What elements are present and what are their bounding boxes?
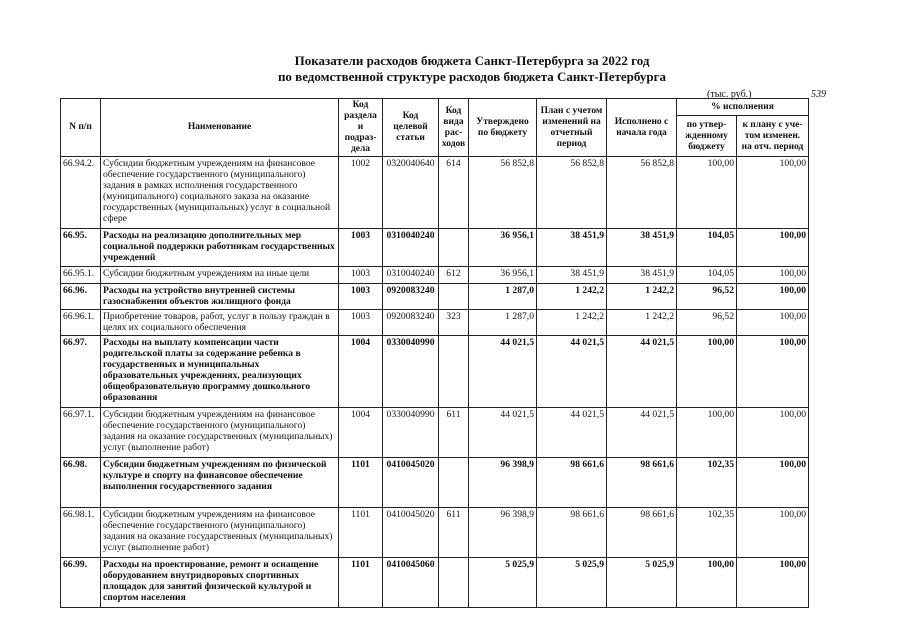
row-pct-budget: 104,05 <box>677 267 737 284</box>
row-section-code: 1101 <box>339 458 383 508</box>
row-executed: 1 242,2 <box>607 310 677 336</box>
row-approved: 1 287,0 <box>469 310 537 336</box>
row-name: Расходы на выплату компенсации части родительской платы за содержание ребенка в государственных и муниципальных образовательных учреждениях, реализующих общеобразовательную программу дошкольного образования <box>101 336 339 408</box>
row-pct-plan: 100,00 <box>737 229 809 267</box>
row-approved: 56 852,8 <box>469 157 537 229</box>
row-name: Расходы на устройство внутренней системы газоснабжения объектов жилищного фонда <box>101 284 339 310</box>
row-approved: 36 956,1 <box>469 267 537 284</box>
row-number: 66.95.1. <box>61 267 101 284</box>
header-plan: План с учетом изменений на отчетный период <box>537 99 607 157</box>
row-approved: 5 025,9 <box>469 558 537 608</box>
row-approved: 44 021,5 <box>469 408 537 458</box>
header-kind-code: Код вида рас-ходов <box>439 99 469 157</box>
table-row <box>61 508 809 558</box>
row-kind-code <box>439 336 469 408</box>
page-number: 539 <box>811 89 826 100</box>
row-pct-plan: 100,00 <box>737 458 809 508</box>
row-kind-code <box>439 458 469 508</box>
table-row <box>61 336 809 408</box>
table-row <box>61 229 809 267</box>
table-row <box>61 458 809 508</box>
row-target-code: 0310040240 <box>383 229 439 267</box>
row-target-code: 0410045020 <box>383 508 439 558</box>
row-target-code: 0920083240 <box>383 284 439 310</box>
row-section-code: 1004 <box>339 336 383 408</box>
row-pct-plan: 100,00 <box>737 558 809 608</box>
row-pct-budget: 100,00 <box>677 336 737 408</box>
row-number: 66.95. <box>61 229 101 267</box>
row-target-code: 0920083240 <box>383 310 439 336</box>
row-target-code: 0410045060 <box>383 558 439 608</box>
row-kind-code <box>439 558 469 608</box>
row-plan: 5 025,9 <box>537 558 607 608</box>
row-target-code: 0330040990 <box>383 336 439 408</box>
row-name: Расходы на проектирование, ремонт и оснащение оборудованием внутридворовых спортивных площадок для занятий физической культурой и спортом населения <box>101 558 339 608</box>
row-executed: 98 661,6 <box>607 458 677 508</box>
report-title-line1: Показатели расходов бюджета Санкт-Петербурга за 2022 год <box>294 53 650 68</box>
row-executed: 38 451,9 <box>607 229 677 267</box>
row-executed: 98 661,6 <box>607 508 677 558</box>
row-number: 66.97.1. <box>61 408 101 458</box>
table-row <box>61 310 809 336</box>
row-number: 66.96. <box>61 284 101 310</box>
row-section-code: 1003 <box>339 267 383 284</box>
table-body <box>61 157 809 608</box>
row-plan: 1 242,2 <box>537 284 607 310</box>
header-percent: % исполнения <box>677 99 809 116</box>
row-target-code: 0320040640 <box>383 157 439 229</box>
row-kind-code: 323 <box>439 310 469 336</box>
header-section-code: Код раздела и подраз-дела <box>339 99 383 157</box>
table-row <box>61 408 809 458</box>
row-pct-budget: 100,00 <box>677 157 737 229</box>
table-row <box>61 558 809 608</box>
expenses-table <box>60 98 809 608</box>
row-pct-plan: 100,00 <box>737 336 809 408</box>
row-name: Субсидии бюджетным учреждениям по физической культуре и спорту на финансовое обеспечение выполнения государственного задания <box>101 458 339 508</box>
row-number: 66.94.2. <box>61 157 101 229</box>
row-plan: 44 021,5 <box>537 408 607 458</box>
row-section-code: 1004 <box>339 408 383 458</box>
row-target-code: 0330040990 <box>383 408 439 458</box>
row-pct-plan: 100,00 <box>737 310 809 336</box>
row-pct-budget: 100,00 <box>677 408 737 458</box>
row-section-code: 1003 <box>339 229 383 267</box>
row-approved: 96 398,9 <box>469 508 537 558</box>
header-approved: Утверждено по бюджету <box>469 99 537 157</box>
row-target-code: 0410045020 <box>383 458 439 508</box>
row-executed: 38 451,9 <box>607 267 677 284</box>
row-kind-code <box>439 229 469 267</box>
row-number: 66.99. <box>61 558 101 608</box>
row-pct-plan: 100,00 <box>737 157 809 229</box>
header-executed: Исполнено с начала года <box>607 99 677 157</box>
row-approved: 1 287,0 <box>469 284 537 310</box>
row-pct-plan: 100,00 <box>737 284 809 310</box>
row-approved: 36 956,1 <box>469 229 537 267</box>
row-pct-budget: 104,05 <box>677 229 737 267</box>
row-number: 66.98. <box>61 458 101 508</box>
row-name: Приобретение товаров, работ, услуг в пользу граждан в целях их социального обеспечения <box>101 310 339 336</box>
row-number: 66.98.1. <box>61 508 101 558</box>
row-plan: 56 852,8 <box>537 157 607 229</box>
row-approved: 96 398,9 <box>469 458 537 508</box>
row-name: Субсидии бюджетным учреждениям на финансовое обеспечение государственного (муниципального) задания на оказание государственных (муниципальных) услуг (выполнение работ) <box>101 408 339 458</box>
report-title-line2: по ведомственной структуре расходов бюджета Санкт-Петербурга <box>277 69 667 84</box>
table-row <box>61 157 809 229</box>
table-row <box>61 267 809 284</box>
row-approved: 44 021,5 <box>469 336 537 408</box>
row-pct-plan: 100,00 <box>737 508 809 558</box>
unit-label: (тыс. руб.) <box>707 89 752 100</box>
header-pct-budget: по утвер-жденному бюджету <box>677 116 737 157</box>
row-plan: 98 661,6 <box>537 458 607 508</box>
row-number: 66.96.1. <box>61 310 101 336</box>
header-pct-plan: к плану с уче-том изменен. на отч. период <box>737 116 809 157</box>
row-name: Расходы на реализацию дополнительных мер социальной поддержки работникам государственных учреждений <box>101 229 339 267</box>
row-executed: 56 852,8 <box>607 157 677 229</box>
row-pct-plan: 100,00 <box>737 267 809 284</box>
row-section-code: 1101 <box>339 558 383 608</box>
row-section-code: 1101 <box>339 508 383 558</box>
row-executed: 5 025,9 <box>607 558 677 608</box>
header-target-code: Код целевой статьи <box>383 99 439 157</box>
row-kind-code: 611 <box>439 508 469 558</box>
row-name: Субсидии бюджетным учреждениям на иные цели <box>101 267 339 284</box>
row-plan: 1 242,2 <box>537 310 607 336</box>
row-section-code: 1003 <box>339 284 383 310</box>
table-row <box>61 284 809 310</box>
row-plan: 38 451,9 <box>537 267 607 284</box>
row-plan: 38 451,9 <box>537 229 607 267</box>
row-kind-code <box>439 284 469 310</box>
row-pct-budget: 96,52 <box>677 310 737 336</box>
row-name: Субсидии бюджетным учреждениям на финансовое обеспечение государственного (муниципального) задания на оказание государственных (муниципальных) услуг (выполнение работ) <box>101 508 339 558</box>
row-section-code: 1003 <box>339 310 383 336</box>
row-kind-code: 611 <box>439 408 469 458</box>
row-plan: 98 661,6 <box>537 508 607 558</box>
row-executed: 1 242,2 <box>607 284 677 310</box>
row-pct-budget: 96,52 <box>677 284 737 310</box>
row-pct-budget: 102,35 <box>677 508 737 558</box>
row-kind-code: 612 <box>439 267 469 284</box>
header-name: Наименование <box>101 99 339 157</box>
row-executed: 44 021,5 <box>607 408 677 458</box>
header-num: N п/п <box>61 99 101 157</box>
row-pct-budget: 100,00 <box>677 558 737 608</box>
row-pct-budget: 102,35 <box>677 458 737 508</box>
row-pct-plan: 100,00 <box>737 408 809 458</box>
row-kind-code: 614 <box>439 157 469 229</box>
row-section-code: 1002 <box>339 157 383 229</box>
row-plan: 44 021,5 <box>537 336 607 408</box>
row-number: 66.97. <box>61 336 101 408</box>
row-executed: 44 021,5 <box>607 336 677 408</box>
row-target-code: 0310040240 <box>383 267 439 284</box>
row-name: Субсидии бюджетным учреждениям на финансовое обеспечение государственного (муниципального) задания в рамках исполнения государственного (муниципального) социального заказа на оказание государственных (муниципальных) услуг в социальной сфере <box>101 157 339 229</box>
